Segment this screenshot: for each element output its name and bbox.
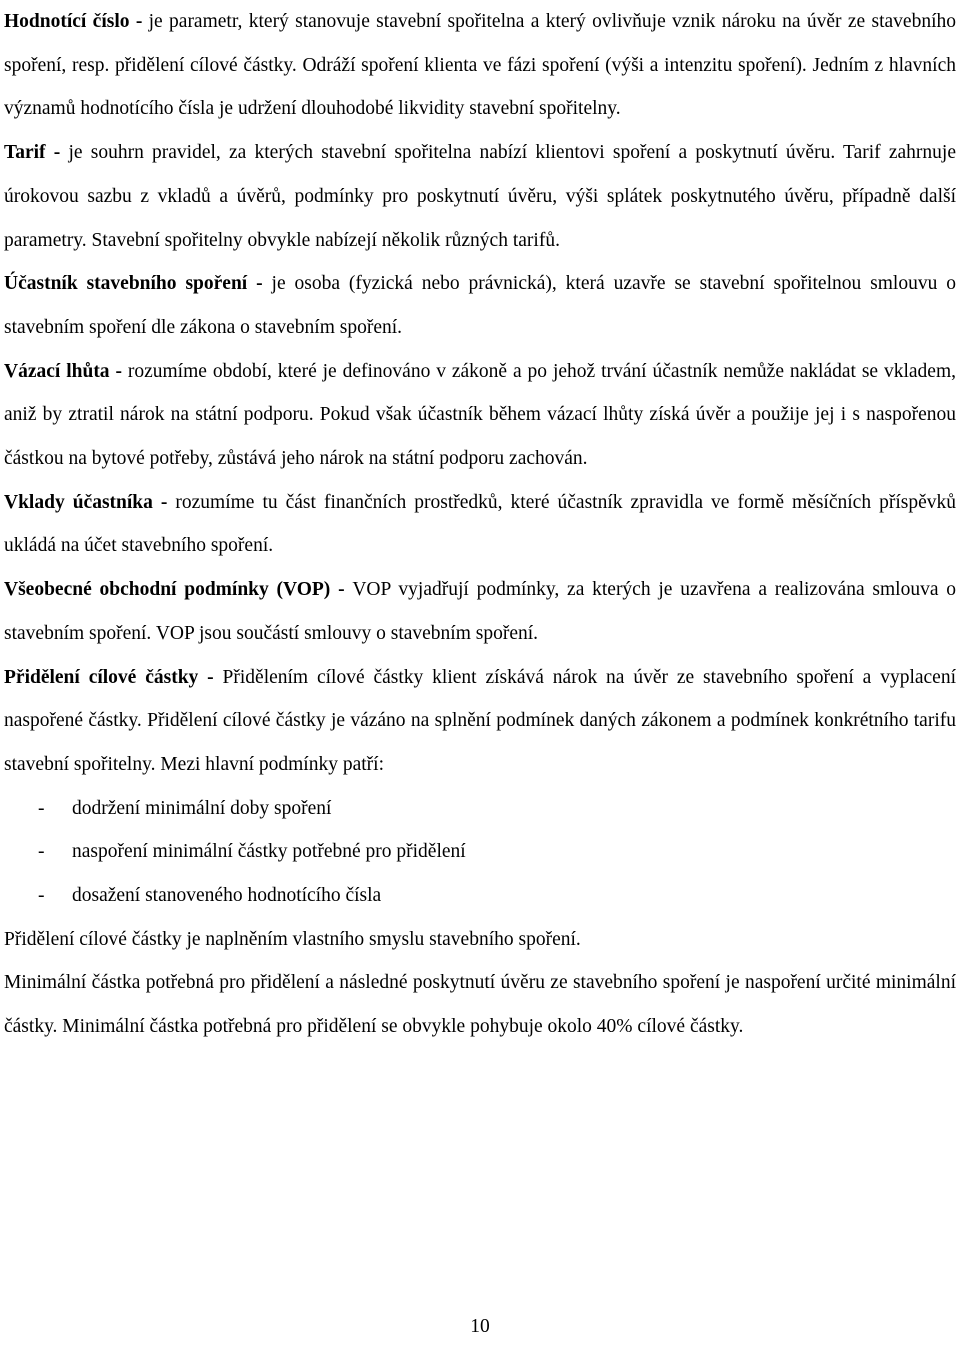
- closing-paragraph: Přidělení cílové částky je naplněním vlastního smyslu stavebního spoření.: [4, 928, 581, 950]
- list-item-text: dosažení stanoveného hodnotícího čísla: [72, 885, 382, 907]
- list-item: [4, 830, 956, 874]
- term: Účastník stavebního spoření -: [4, 273, 272, 295]
- definition-tarif: [4, 131, 956, 262]
- definition-text: rozumíme tu část finančních prostředků, které účastník zpravidla ve formě měsíčních příspěvků ukládá na účet stavebního spoření.: [4, 491, 956, 557]
- list-dash: -: [38, 885, 45, 907]
- list-item: [4, 787, 956, 831]
- term: Přidělení cílové částky -: [4, 666, 223, 688]
- term: Hodnotící číslo -: [4, 11, 149, 32]
- definition-text: rozumíme období, které je definováno v zákoně a po jehož trvání účastník nemůže nakládat se vkladem, aniž by ztratil nárok na státní podporu. Pokud však účastník během vázací lhůty získá úvěr a použije jej i s naspořenou částkou na bytové potřeby, zůstává jeho nárok na státní podporu zachován.: [4, 360, 956, 470]
- definition-hodnotici-cislo: [4, 0, 956, 131]
- term: Tarif -: [4, 142, 69, 164]
- definition-prideleni: [4, 656, 956, 787]
- definition-vklady: [4, 481, 956, 568]
- closing-paragraph: Minimální částka potřebná pro přidělení a následné poskytnutí úvěru ze stavebního spoření je naspoření určité minimální částky. Minimální částka potřebná pro přidělení se obvykle pohybuje okolo 40% cílové částky.: [4, 972, 956, 1038]
- definition-text: VOP vyjadřují podmínky, za kterých je uzavřena a realizována smlouva o stavebním spoření. VOP jsou součástí smlouvy o stavebním spoření.: [4, 579, 956, 644]
- term: Vázací lhůta -: [4, 360, 128, 382]
- list-dash: -: [38, 797, 45, 819]
- definition-text: Přidělením cílové částky klient získává nárok na úvěr ze stavebního spoření a vyplacení naspořené částky. Přidělení cílové částky je vázáno na splnění podmínek daných zákonem a podmínek konkrétního tarifu stavební spořitelny. Mezi hlavní podmínky patří:: [4, 666, 956, 775]
- definition-vazaci-lhuta: [4, 350, 956, 481]
- list-item-text: naspoření minimální částky potřebné pro přidělení: [72, 841, 466, 863]
- term: Všeobecné obchodní podmínky (VOP) -: [4, 579, 353, 601]
- definition-text: je parametr, který stanovuje stavební spořitelna a který ovlivňuje vznik nároku na úvěr ze stavebního spoření, resp. přidělení cílové částky. Odráží spoření klienta ve fázi spoření (výši a intenzitu spoření). Jedním z hlavních významů hodnotícího čísla je udržení dlouhodobé likvidity stavební spořitelny.: [4, 11, 956, 120]
- page-number: 10: [470, 1316, 490, 1337]
- conditions-list: [4, 787, 956, 918]
- definition-text: je osoba (fyzická nebo právnická), která uzavře se stavební spořitelnou smlouvu o stavebním spoření dle zákona o stavebním spoření.: [4, 273, 956, 338]
- definition-ucastnik: [4, 262, 956, 349]
- term: Vklady účastníka -: [4, 491, 176, 513]
- definition-text: je souhrn pravidel, za kterých stavební spořitelna nabízí klientovi spoření a poskytnutí úvěru. Tarif zahrnuje úrokovou sazbu z vkladů a úvěrů, podmínky pro poskytnutí úvěru, výši splátek poskytnutého úvěru, případně další parametry. Stavební spořitelny obvykle nabízejí několik různých tarifů.: [4, 142, 956, 251]
- definition-vop: [4, 568, 956, 655]
- list-dash: -: [38, 841, 45, 863]
- list-item-text: dodržení minimální doby spoření: [72, 797, 332, 819]
- document-page: [4, 0, 956, 1049]
- list-item: [4, 874, 956, 918]
